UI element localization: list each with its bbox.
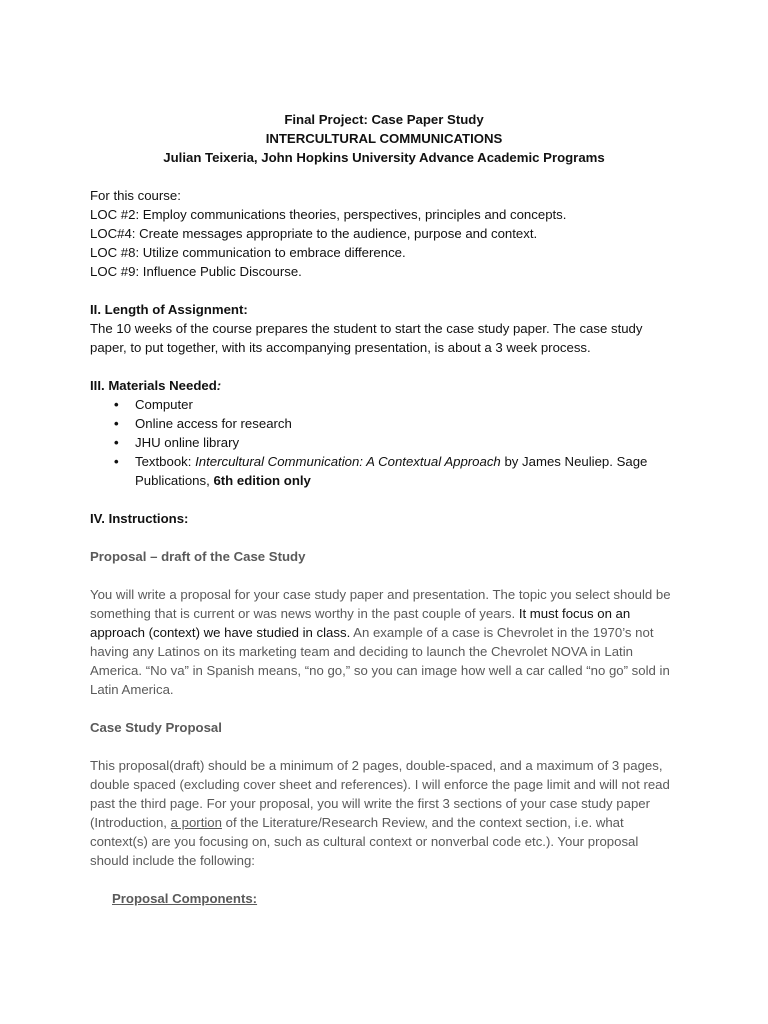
instructions-section xyxy=(90,509,678,908)
length-body: The 10 weeks of the course prepares the student to start the case study paper. The case study paper, to put together, with its accompanying presentation, is about a 3 week process. xyxy=(90,321,643,355)
course-intro: For this course: xyxy=(90,188,181,203)
length-heading: II. Length of Assignment: xyxy=(90,302,248,317)
materials-list xyxy=(90,395,678,490)
instructions-heading: IV. Instructions: xyxy=(90,511,189,526)
proposal-heading: Proposal – draft of the Case Study xyxy=(90,549,306,564)
length-section xyxy=(90,300,678,357)
bullet-icon: • xyxy=(114,454,119,469)
proposal-paragraph: You will write a proposal for your case study paper and presentation. The topic you select should be something that is current or was news worthy in the past couple of years. It must focus on an approach (context) we have studied in class. An example of a case is Chevrolet in the 1970’s not having any Latinos on its marketing team and deciding to launch the Chevrolet NOVA in Latin America. “No va” in Spanish means, “no go,” so you can image how well a car called “no go” sold in Latin America. xyxy=(90,587,671,697)
document-header xyxy=(90,110,678,167)
loc-item: LOC #2: Employ communications theories, perspectives, principles and concepts. xyxy=(90,207,567,222)
author-line: Julian Teixeria, John Hopkins University Advance Academic Programs xyxy=(163,150,605,165)
course-title: INTERCULTURAL COMMUNICATIONS xyxy=(265,131,503,146)
bullet-icon: • xyxy=(114,435,119,450)
bullet-icon: • xyxy=(114,416,119,431)
loc-item: LOC#4: Create messages appropriate to the audience, purpose and context. xyxy=(90,226,538,241)
bullet-icon: • xyxy=(114,397,119,412)
course-objectives xyxy=(90,186,678,281)
loc-item: LOC #9: Influence Public Discourse. xyxy=(90,264,302,279)
textbook-title: Intercultural Communication: A Contextual Approach xyxy=(195,454,501,469)
materials-section xyxy=(90,376,678,490)
list-item-textbook: • Textbook: Intercultural Communication: A Contextual Approach by James Neuliep. Sage Publications, 6th edition only xyxy=(114,454,648,488)
list-item: • Online access for research xyxy=(114,416,292,431)
emphasis-text: It must focus on an approach (context) we have studied in class. xyxy=(90,606,631,640)
underlined-text: a portion xyxy=(170,815,222,830)
proposal-components-heading: Proposal Components: xyxy=(112,891,258,906)
document-title: Final Project: Case Paper Study xyxy=(284,112,484,127)
list-item: • JHU online library xyxy=(114,435,240,450)
case-study-paragraph: This proposal(draft) should be a minimum of 2 pages, double-spaced, and a maximum of 3 pages, double spaced (excluding cover sheet and references). I will enforce the page limit and will not read past the third page. For your proposal, you will write the first 3 sections of your case study paper (Introduction, a portion of the Literature/Research Review, and the context section, i.e. what context(s) are you focusing on, such as cultural context or nonverbal code etc.). Your proposal should include the following: xyxy=(90,758,670,868)
list-item: • Computer xyxy=(114,397,193,412)
materials-heading: III. Materials Needed: xyxy=(90,378,222,393)
case-study-proposal-heading: Case Study Proposal xyxy=(90,720,222,735)
textbook-edition: 6th edition only xyxy=(213,473,311,488)
loc-item: LOC #8: Utilize communication to embrace difference. xyxy=(90,245,406,260)
